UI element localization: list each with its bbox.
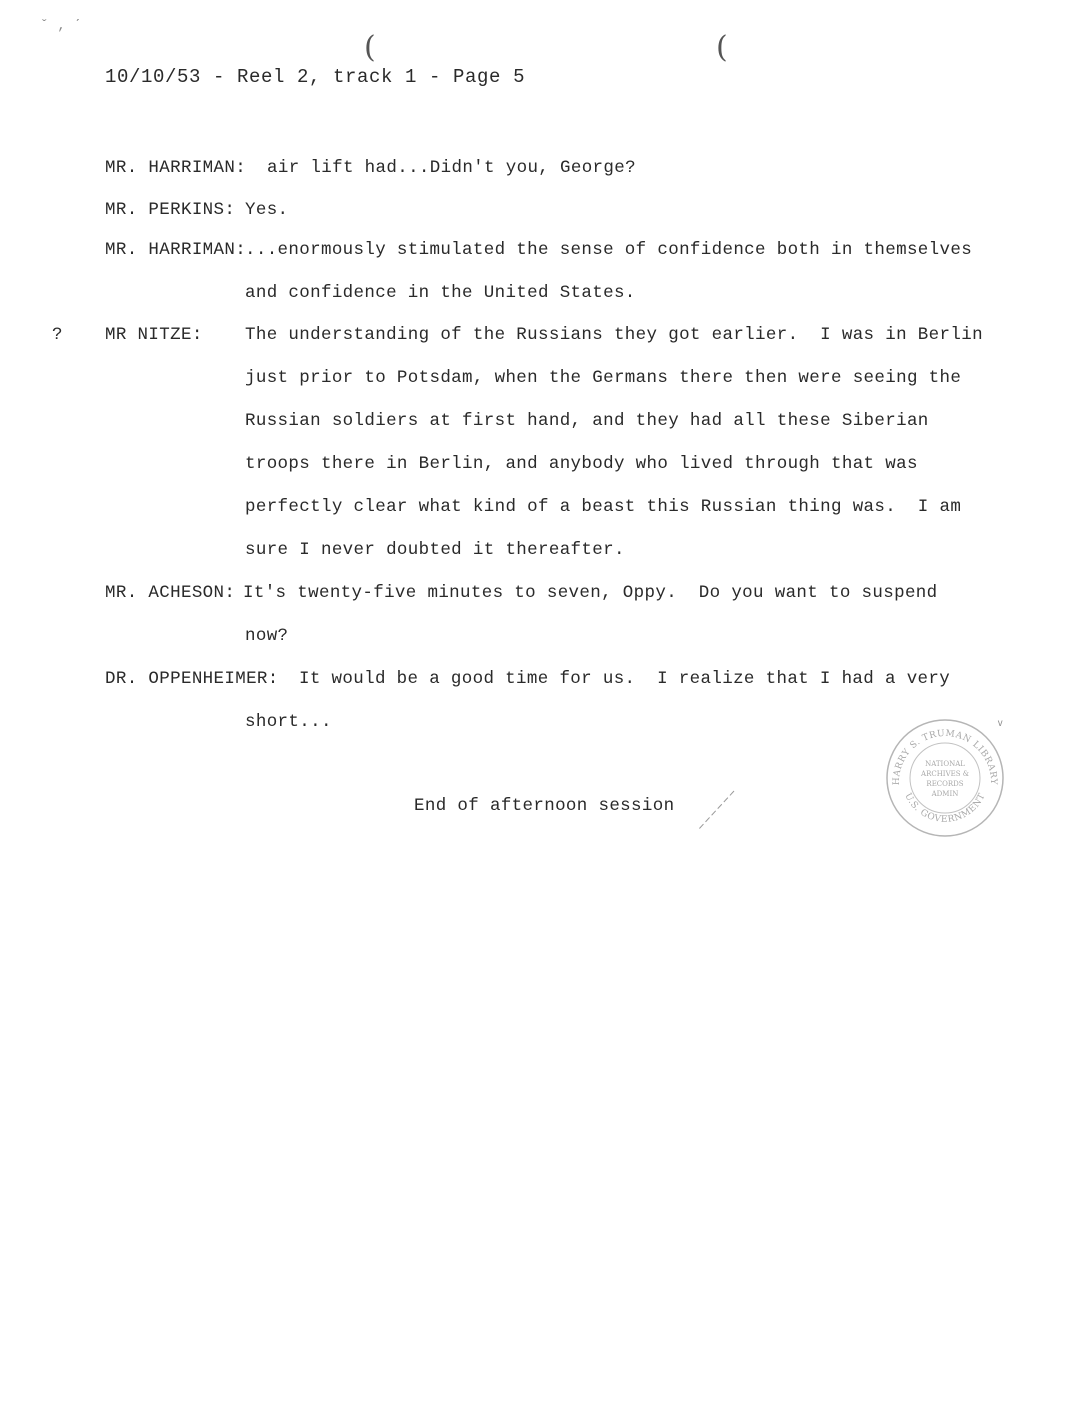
dialogue-line: now?	[245, 626, 289, 646]
speaker-harriman-1: MR. HARRIMAN:	[105, 158, 247, 178]
corner-scribble: ˇ ‚ ˊ	[40, 18, 83, 34]
speaker-perkins: MR. PERKINS:	[105, 200, 236, 220]
margin-question-mark: ?	[52, 325, 63, 345]
dialogue-line: sure I never doubted it thereafter.	[245, 540, 625, 560]
page-header: 10/10/53 - Reel 2, track 1 - Page 5	[105, 66, 526, 88]
svg-text:HARRY S. TRUMAN LIBRARY: HARRY S. TRUMAN LIBRARY	[891, 728, 999, 786]
end-of-session-note: End of afternoon session	[414, 796, 675, 816]
dialogue-line: Russian soldiers at first hand, and they had all these Siberian	[245, 411, 929, 431]
library-stamp	[885, 718, 1005, 838]
dialogue-line: and confidence in the United States.	[245, 283, 636, 303]
svg-text:NATIONAL: NATIONAL	[925, 760, 965, 768]
dialogue-line: short...	[245, 712, 332, 732]
dialogue-line: perfectly clear what kind of a beast this Russian thing was. I am	[245, 497, 962, 517]
speaker-harriman-2: MR. HARRIMAN:	[105, 240, 247, 260]
svg-text:ADMIN: ADMIN	[931, 790, 959, 798]
speaker-acheson: MR. ACHESON:	[105, 583, 236, 603]
margin-tick: ᵥ	[996, 714, 1005, 730]
dialogue-line: troops there in Berlin, and anybody who lived through that was	[245, 454, 918, 474]
punch-mark-right: (	[716, 30, 728, 65]
dialogue-line: ...enormously stimulated the sense of confidence both in themselves	[245, 240, 973, 260]
punch-mark-left: (	[364, 30, 376, 65]
speaker-nitze: MR NITZE:	[105, 325, 203, 345]
dialogue-line: It's twenty-five minutes to seven, Oppy. Do you want to suspend	[243, 583, 938, 603]
dialogue-line: It would be a good time for us. I realize that I had a very	[299, 669, 951, 689]
dialogue-line: just prior to Potsdam, when the Germans there then were seeing the	[245, 368, 962, 388]
svg-text:U.S. GOVERNMENT: U.S. GOVERNMENT	[902, 791, 988, 825]
dialogue-line: The understanding of the Russians they got earlier. I was in Berlin	[245, 325, 983, 345]
dialogue-line: air lift had...Didn't you, George?	[267, 158, 636, 178]
speaker-oppenheimer: DR. OPPENHEIMER:	[105, 669, 279, 689]
svg-text:ARCHIVES &: ARCHIVES &	[921, 770, 969, 778]
dialogue-line: Yes.	[245, 200, 289, 220]
pencil-stroke	[690, 788, 740, 836]
svg-text:RECORDS: RECORDS	[926, 780, 964, 788]
